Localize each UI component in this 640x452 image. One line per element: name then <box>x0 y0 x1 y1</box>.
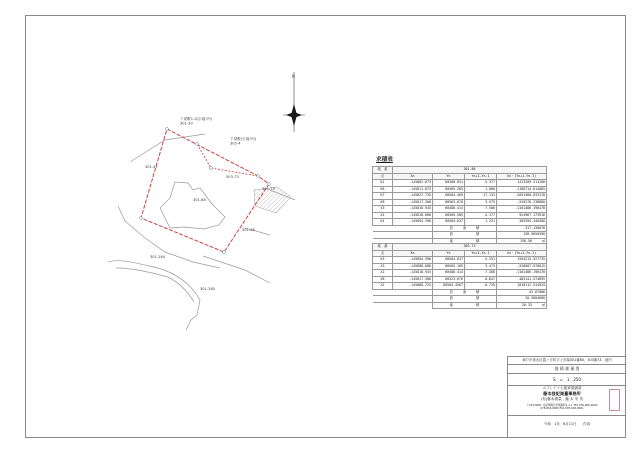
table-cell: -145827.735 <box>393 193 433 200</box>
table-cell: 60504.637 <box>433 257 465 264</box>
table-cell: -145882.673 <box>393 180 433 187</box>
table-cell: -145894.396 <box>393 219 433 226</box>
lot-label: 地 番 <box>373 244 393 251</box>
table-cell: -1161486.196478 <box>497 206 547 213</box>
label-n1: 下屋敷1-3(字堀ﾉ内) 301-30 <box>180 117 213 126</box>
table-cell: X2 <box>373 283 393 290</box>
total-value: -42.67886 <box>497 289 547 296</box>
label-right-small: 301-75 <box>262 187 275 191</box>
table-cell: K4 <box>373 219 393 226</box>
table-cell: -5.377 <box>465 180 497 187</box>
total-value: 158.5650390 <box>497 232 547 239</box>
column-header: Xn・(Yn+1-Yn-1) <box>497 250 547 257</box>
table-cell: X2 <box>373 212 393 219</box>
table-cell: -526007.570015 <box>497 263 547 270</box>
table-cell: -145811.673 <box>393 186 433 193</box>
table-cell: 60505.169 <box>433 263 465 270</box>
total-value: 20.33 ㎡ <box>497 302 547 309</box>
table-cell: -5.251 <box>465 257 497 264</box>
table-cell: 60504.469 <box>433 193 465 200</box>
table-cell: X3 <box>373 206 393 213</box>
table-cell: -145817.306 <box>393 199 433 206</box>
column-header: Xn <box>393 250 433 257</box>
table-cell: X8 <box>373 276 393 283</box>
table-cell: -145880.725 <box>393 283 433 290</box>
table-cell: -1168714.614085 <box>497 186 547 193</box>
table-cell: 60500.831 <box>433 180 465 187</box>
total-label: 地 積 <box>433 302 497 309</box>
table-cell: -520276.238880 <box>497 199 547 206</box>
table-cell: X2 <box>373 270 393 277</box>
label-bottom: 301-265 <box>200 287 216 291</box>
firm-line-4: 〒673-8001 兵庫県明石市明南町1-1-1 TEL 078-000-0000 <box>526 404 598 407</box>
area-table-2 <box>372 243 547 309</box>
firm-block <box>512 386 622 414</box>
table-cell: 17.133 <box>465 193 497 200</box>
column-header: Yn <box>433 173 465 180</box>
total-label: 地 積 <box>433 238 497 245</box>
table-cell: 60504.4567 <box>433 283 465 290</box>
total-label: 倍 面 積 <box>433 289 497 296</box>
table-title: 求積表 <box>376 157 393 163</box>
table-cell: X3 <box>373 263 393 270</box>
column-header: 点 <box>373 173 393 180</box>
table-cell: 1.251 <box>465 219 497 226</box>
drawing-type-row: 地 積 測 量 図 <box>508 365 626 374</box>
title-block <box>507 356 626 438</box>
table-cell: 1594215.527735 <box>497 257 547 264</box>
table-cell: -145894.396 <box>393 257 433 264</box>
table-cell: -145818.686 <box>393 212 433 219</box>
table-cell: -145888.686 <box>393 263 433 270</box>
table-cell: 60523.676 <box>433 276 465 283</box>
date-row: 令和 1年 6月11日 作成 <box>544 422 590 426</box>
lot-number: 303-73 <box>393 244 547 251</box>
total-value: 158.56 ㎡ <box>497 238 547 245</box>
table-cell: -485141.574895 <box>497 276 547 283</box>
seal-stamp-icon <box>609 389 620 411</box>
table-cell: 60504.637 <box>433 219 465 226</box>
blank-cell <box>373 302 433 309</box>
svg-text:N: N <box>292 74 295 79</box>
table-cell: K7 <box>373 193 393 200</box>
total-label: 面 積 <box>433 296 497 303</box>
table-cell: 60488.414 <box>433 270 465 277</box>
table-cell: 363394.440380 <box>497 219 547 226</box>
table-cell: -145817.306 <box>393 276 433 283</box>
label-center: 301-86 <box>193 198 206 202</box>
column-header: Xn <box>393 173 433 180</box>
lot-number: 301-86 <box>393 167 547 174</box>
label-road: 301-264 <box>150 255 166 259</box>
firm-line-1: エフレイド土地家屋調査 <box>542 386 582 390</box>
label-right: 301-48 <box>242 228 255 232</box>
north-arrow-icon <box>283 72 305 132</box>
table-cell: -145816.945 <box>393 206 433 213</box>
table-cell: -4.177 <box>465 212 497 219</box>
table-cell: 7.586 <box>465 206 497 213</box>
table-cell: 60488.414 <box>433 206 465 213</box>
total-label: 面 積 <box>433 232 497 239</box>
table-cell: -6.739 <box>465 283 497 290</box>
scale-row: S = 1：250 <box>508 374 626 386</box>
total-label: 倍 面 積 <box>433 225 497 232</box>
column-header: Yn <box>433 250 465 257</box>
table-cell: -2651360.833178 <box>497 193 547 200</box>
lot-label: 地 番 <box>373 167 393 174</box>
neighbor-parcels <box>108 134 295 330</box>
column-header: Yn+1-Yn-1 <box>465 173 497 180</box>
table-cell: 1413209.311280 <box>497 180 547 187</box>
subject-boundary <box>140 128 271 254</box>
table-cell: 924967.173916 <box>497 212 547 219</box>
table-cell: K5 <box>373 257 393 264</box>
firm-line-5: 078-918-0000 FAX 078-918-0001 <box>540 407 584 410</box>
total-value: 20.5884680 <box>497 296 547 303</box>
label-upper: 303-73 <box>226 175 239 179</box>
table-cell: 3.575 <box>465 199 497 206</box>
table-cell: 1.806 <box>465 186 497 193</box>
table-cell: 60505.589 <box>433 212 465 219</box>
location-row: 神戸市垂水区霞ヶ丘町字上市場301番80、303番73 地内 <box>508 357 626 365</box>
table-cell: K6 <box>373 186 393 193</box>
table-cell: 7.586 <box>465 270 497 277</box>
total-row <box>373 302 547 309</box>
table-cell: -145816.945 <box>393 270 433 277</box>
table-cell: 60505.265 <box>433 186 465 193</box>
column-header: Xn・(Yn+1-Yn-1) <box>497 173 547 180</box>
table-cell: 3.473 <box>465 263 497 270</box>
label-left: 301-47 <box>145 165 158 169</box>
total-value: -317.130078 <box>497 225 547 232</box>
area-table-1 <box>372 166 547 245</box>
table-cell: 6.847 <box>465 276 497 283</box>
table-cell: K1 <box>373 180 393 187</box>
table-cell: 1010112.514933 <box>497 283 547 290</box>
firm-line-2: 藤本登記測量事務所 <box>543 391 581 396</box>
table-cell: K8 <box>373 199 393 206</box>
label-n2: 下屋敷(字堀ﾉ内) 302-4 <box>230 137 257 146</box>
table-cell: -1161486.196478 <box>497 270 547 277</box>
firm-line-3: (有)藤本測量 藤 本 栄 茂 <box>540 397 584 401</box>
table-cell: 60503.676 <box>433 199 465 206</box>
column-header: 点 <box>373 250 393 257</box>
column-header: Yn+1-Yn-1 <box>465 250 497 257</box>
